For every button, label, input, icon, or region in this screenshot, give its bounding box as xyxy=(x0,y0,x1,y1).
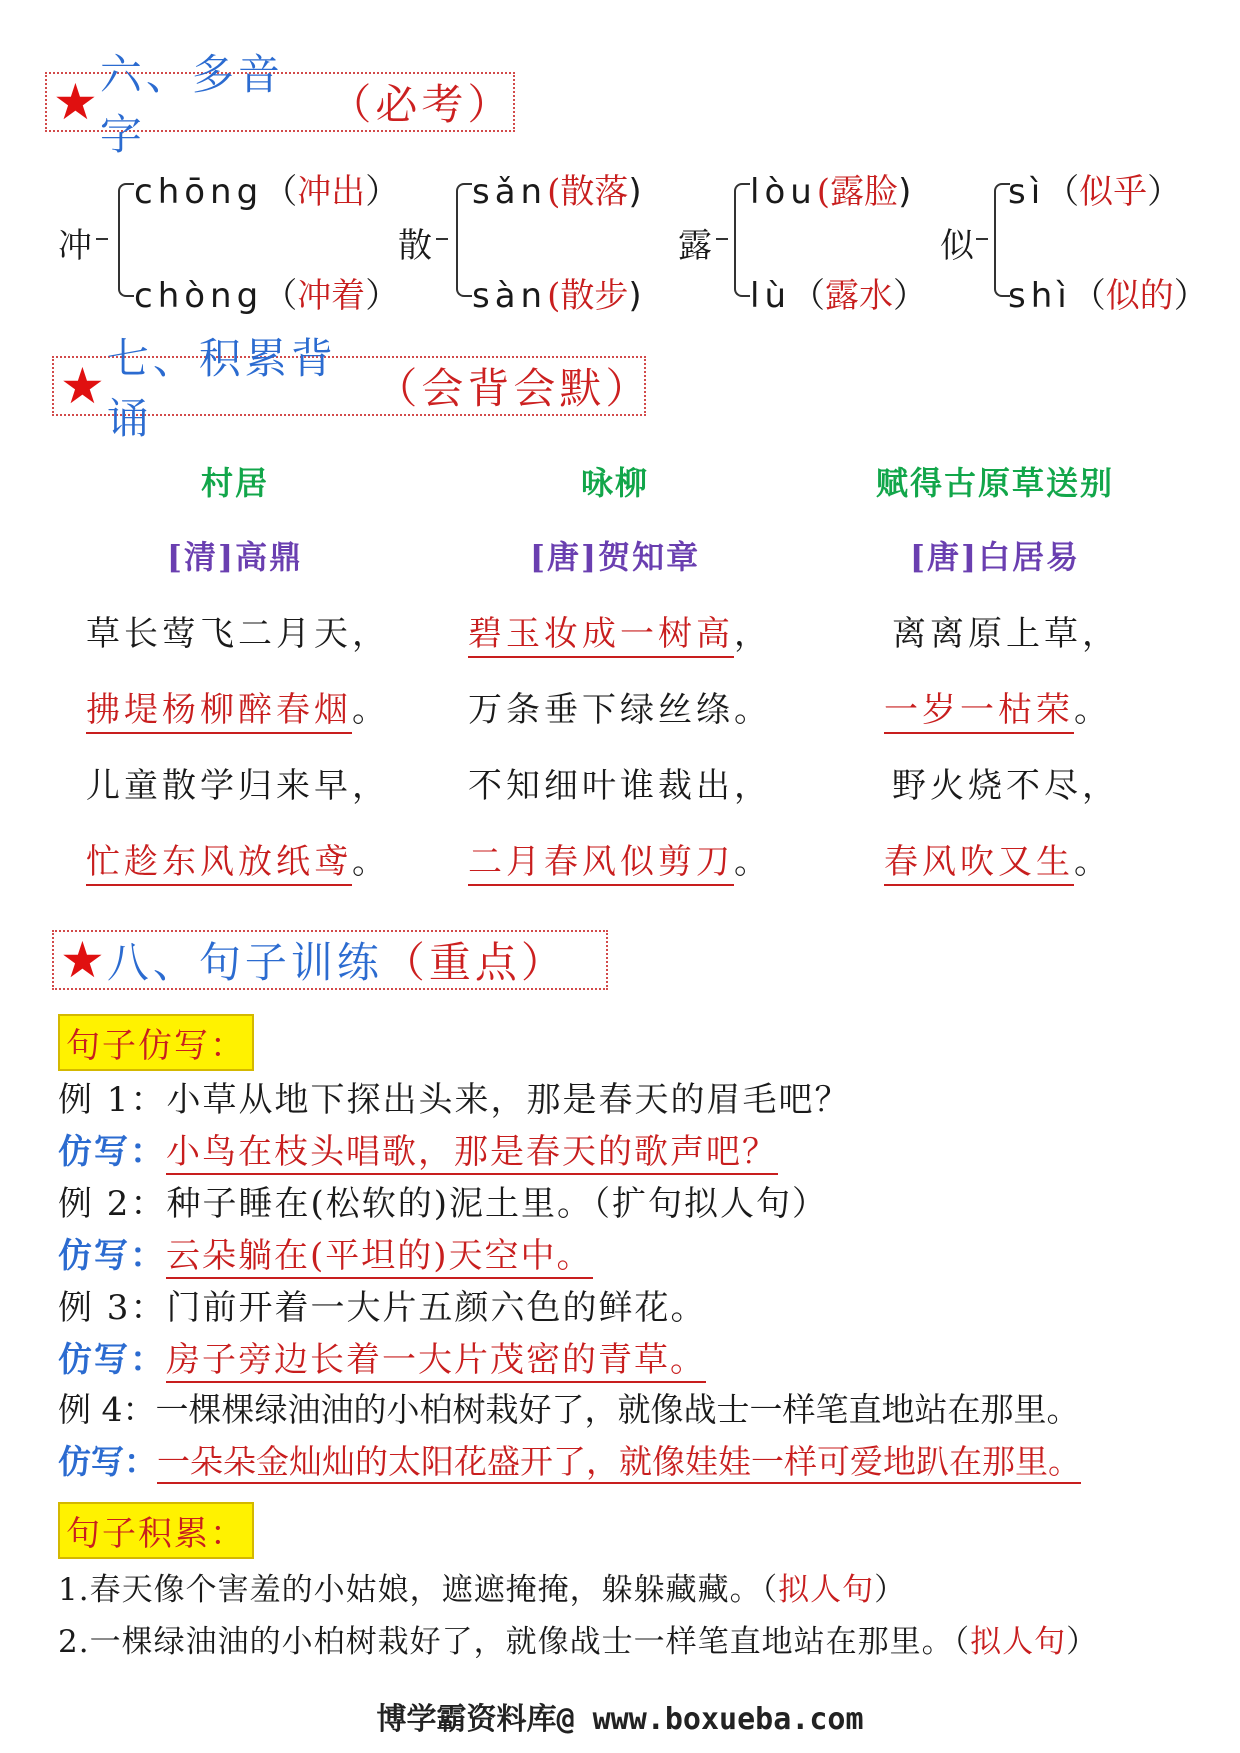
poem-line-highlighted: 拂堤杨柳醉春烟。 xyxy=(86,682,390,731)
star-icon: ★ xyxy=(60,931,105,989)
section-header-polyphonic xyxy=(45,50,515,159)
accumulation-1: 1.春天像个害羞的小姑娘，遮遮掩掩，躲躲藏藏。（拟人句） xyxy=(58,1572,907,1608)
example-1: 例 1：小草从地下探出头来，那是春天的眉毛吧？ xyxy=(58,1080,851,1120)
poem-author: [唐]贺知章 xyxy=(529,538,701,576)
polyphonic-char: 露 xyxy=(678,226,712,266)
section-header-recitation xyxy=(52,334,652,443)
poem-title: 咏柳 xyxy=(580,464,649,502)
reading-1: chōng（冲出） xyxy=(134,172,400,212)
reading-2: chòng（冲着） xyxy=(134,276,400,316)
reading-1: sǎn(散落) xyxy=(472,172,642,212)
poem-line-highlighted: 二月春风似剪刀。 xyxy=(468,834,772,883)
poem-author: [唐]白居易 xyxy=(909,538,1081,576)
section-subtitle: （会背会默） xyxy=(375,364,652,413)
footer-watermark: 博学霸资料库@ www.boxueba.com xyxy=(376,1702,864,1737)
example-2: 例 2：种子睡在(松软的)泥土里。（扩句拟人句） xyxy=(58,1184,828,1224)
poem-line: 万条垂下绿丝绦。 xyxy=(468,690,772,730)
section-title: 六、多音字 xyxy=(99,50,284,159)
example-3: 例 3：门前开着一大片五颜六色的鲜花。 xyxy=(58,1288,707,1328)
poem-line-highlighted: 春风吹又生。 xyxy=(884,834,1112,883)
poem-line: 离离原上草， xyxy=(892,614,1120,654)
poem-line: 野火烧不尽， xyxy=(892,766,1120,806)
polyphonic-char: 散 xyxy=(398,226,432,266)
star-icon: ★ xyxy=(53,73,98,131)
poem-title: 村居 xyxy=(200,464,269,502)
poem-title: 赋得古原草送别 xyxy=(875,464,1114,502)
section-header-sentences xyxy=(52,930,608,990)
imitation-label: 句子仿写： xyxy=(58,1014,254,1071)
poem-line-highlighted: 碧玉妆成一树高， xyxy=(468,606,772,655)
poem-line-highlighted: 一岁一枯荣。 xyxy=(884,682,1112,731)
brace-icon xyxy=(734,183,750,297)
poem-line: 不知细叶谁裁出， xyxy=(468,766,772,806)
imitation-2: 仿写：云朵躺在(平坦的)天空中。 xyxy=(58,1228,593,1277)
imitation-4: 仿写：一朵朵金灿灿的太阳花盛开了，就像娃娃一样可爱地趴在那里。 xyxy=(58,1436,1081,1483)
imitation-1: 仿写：小鸟在枝头唱歌，那是春天的歌声吧？ xyxy=(58,1124,778,1173)
section-subtitle: （重点） xyxy=(382,938,567,987)
polyphonic-char: 冲 xyxy=(58,226,92,266)
accumulation-label: 句子积累： xyxy=(58,1502,254,1559)
polyphonic-char: 似 xyxy=(940,226,974,266)
reading-2: sàn(散步) xyxy=(472,276,642,316)
brace-icon xyxy=(456,183,472,297)
section-subtitle: （必考） xyxy=(329,80,514,129)
poem-author: [清]高鼎 xyxy=(166,538,304,576)
star-icon: ★ xyxy=(60,357,105,415)
brace-icon xyxy=(118,183,134,297)
reading-2: lù（露水） xyxy=(750,276,927,316)
section-title: 八、句子训练 xyxy=(106,938,383,987)
imitation-3: 仿写：房子旁边长着一大片茂密的青草。 xyxy=(58,1332,706,1381)
reading-1: lòu(露脸) xyxy=(750,172,912,212)
poem-line: 草长莺飞二月天， xyxy=(86,614,390,654)
poem-line-highlighted: 忙趁东风放纸鸢。 xyxy=(86,834,390,883)
reading-2: shì（似的） xyxy=(1008,276,1208,316)
accumulation-2: 2.一棵绿油油的小柏树栽好了，就像战士一样笔直地站在那里。（拟人句） xyxy=(58,1624,1099,1660)
section-title: 七、积累背诵 xyxy=(106,334,337,443)
example-4: 例 4：一棵棵绿油油的小柏树栽好了，就像战士一样笔直地站在那里。 xyxy=(58,1390,1080,1429)
reading-1: sì（似乎） xyxy=(1008,172,1182,212)
poem-line: 儿童散学归来早， xyxy=(86,766,390,806)
